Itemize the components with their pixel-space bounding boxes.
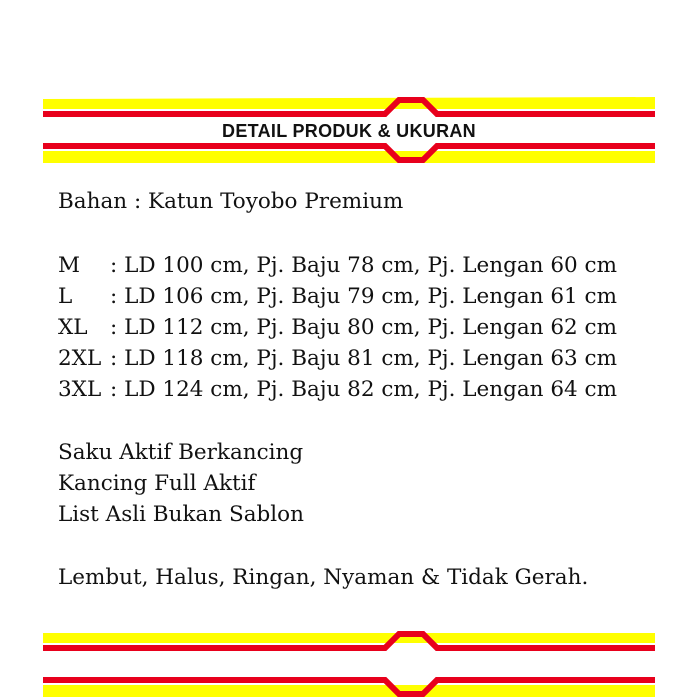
size-detail: : LD 118 cm, Pj. Baju 81 cm, Pj. Lengan 63 cm [110, 346, 617, 371]
feature-item: Kancing Full Aktif [58, 471, 256, 496]
bottom-banner-graphic [43, 630, 655, 700]
size-label: 2XL [58, 346, 102, 371]
size-list [58, 250, 617, 405]
bottom-banner [43, 630, 655, 700]
size-detail: : LD 112 cm, Pj. Baju 80 cm, Pj. Lengan 62 cm [110, 315, 617, 340]
top-banner [43, 96, 655, 166]
size-label: M [58, 253, 81, 278]
feature-item: Saku Aktif Berkancing [58, 440, 304, 465]
size-detail: : LD 106 cm, Pj. Baju 79 cm, Pj. Lengan 61 cm [110, 284, 617, 309]
tagline-text: Lembut, Halus, Ringan, Nyaman & Tidak Gerah. [58, 565, 589, 590]
size-row-xl [58, 312, 617, 343]
banner-title: DETAIL PRODUK & UKURAN [222, 121, 476, 141]
size-detail: : LD 124 cm, Pj. Baju 82 cm, Pj. Lengan 64 cm [110, 377, 617, 402]
material-text: Bahan : Katun Toyobo Premium [58, 189, 404, 214]
size-detail: : LD 100 cm, Pj. Baju 78 cm, Pj. Lengan 60 cm [110, 253, 617, 278]
size-row-l [58, 281, 617, 312]
size-label: L [58, 284, 73, 309]
size-row-m [58, 250, 617, 281]
size-row-2xl [58, 343, 617, 374]
feature-list [58, 437, 304, 530]
size-label: XL [58, 315, 88, 340]
feature-item: List Asli Bukan Sablon [58, 502, 304, 527]
size-label: 3XL [58, 377, 102, 402]
size-row-3xl [58, 374, 617, 405]
